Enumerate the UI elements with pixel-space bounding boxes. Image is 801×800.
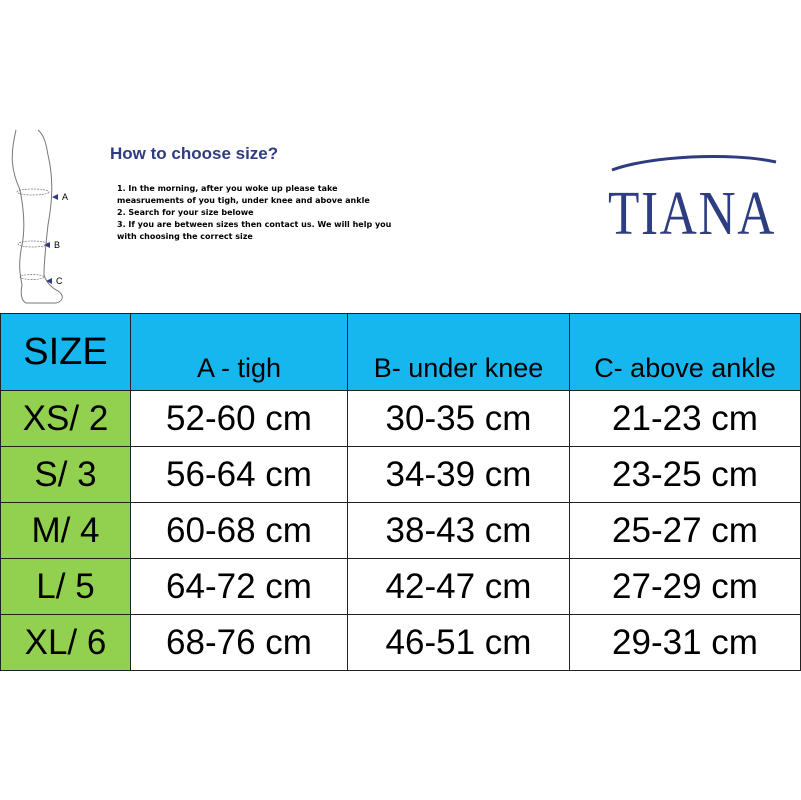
tigh-cell: 56-64 cm xyxy=(131,447,348,503)
column-header-a: A - tigh xyxy=(131,314,348,391)
marker-c: C xyxy=(56,276,63,286)
size-chart-table xyxy=(0,313,801,671)
guide-step-line: measruements of you tigh, under knee and above ankle xyxy=(117,196,370,205)
above-ankle-cell: 23-25 cm xyxy=(570,447,801,503)
guide-step-line: 2. Search for your size belowe xyxy=(117,208,254,217)
leg-measurement-figure xyxy=(8,125,80,310)
table-row xyxy=(1,391,801,447)
guide-step-line: with choosing the correct size xyxy=(117,232,253,241)
above-ankle-cell: 21-23 cm xyxy=(570,391,801,447)
tigh-cell: 52-60 cm xyxy=(131,391,348,447)
brand-logo-text: TIANA xyxy=(608,180,776,248)
under-knee-cell: 30-35 cm xyxy=(348,391,570,447)
arrow-a-icon xyxy=(52,194,58,200)
guide-step-line: 1. In the morning, after you woke up please take xyxy=(117,184,338,193)
above-ankle-cell: 27-29 cm xyxy=(570,559,801,615)
size-cell: XS/ 2 xyxy=(1,391,131,447)
table-row xyxy=(1,503,801,559)
table-row xyxy=(1,615,801,671)
above-ankle-cell: 25-27 cm xyxy=(570,503,801,559)
table-row xyxy=(1,559,801,615)
size-cell: M/ 4 xyxy=(1,503,131,559)
guide-title: How to choose size? xyxy=(110,144,279,163)
column-header-size: SIZE xyxy=(1,314,131,391)
leg-outline-illustration xyxy=(8,125,80,310)
marker-b: B xyxy=(54,240,61,250)
column-header-b: B- under knee xyxy=(348,314,570,391)
size-cell: L/ 5 xyxy=(1,559,131,615)
tigh-cell: 60-68 cm xyxy=(131,503,348,559)
under-knee-cell: 38-43 cm xyxy=(348,503,570,559)
tigh-cell: 64-72 cm xyxy=(131,559,348,615)
guide-step-line: 3. If you are between sizes then contact us. We will help you xyxy=(117,220,392,229)
arrow-c-icon xyxy=(46,278,52,284)
marker-a: A xyxy=(62,192,69,202)
under-knee-cell: 34-39 cm xyxy=(348,447,570,503)
above-ankle-cell: 29-31 cm xyxy=(570,615,801,671)
tigh-cell: 68-76 cm xyxy=(131,615,348,671)
table-row xyxy=(1,447,801,503)
size-cell: XL/ 6 xyxy=(1,615,131,671)
under-knee-cell: 46-51 cm xyxy=(348,615,570,671)
guide-steps xyxy=(117,183,437,243)
table-header-row xyxy=(1,314,801,391)
under-knee-cell: 42-47 cm xyxy=(348,559,570,615)
brand-logo xyxy=(600,142,785,262)
size-cell: S/ 3 xyxy=(1,447,131,503)
column-header-c: C- above ankle xyxy=(570,314,801,391)
